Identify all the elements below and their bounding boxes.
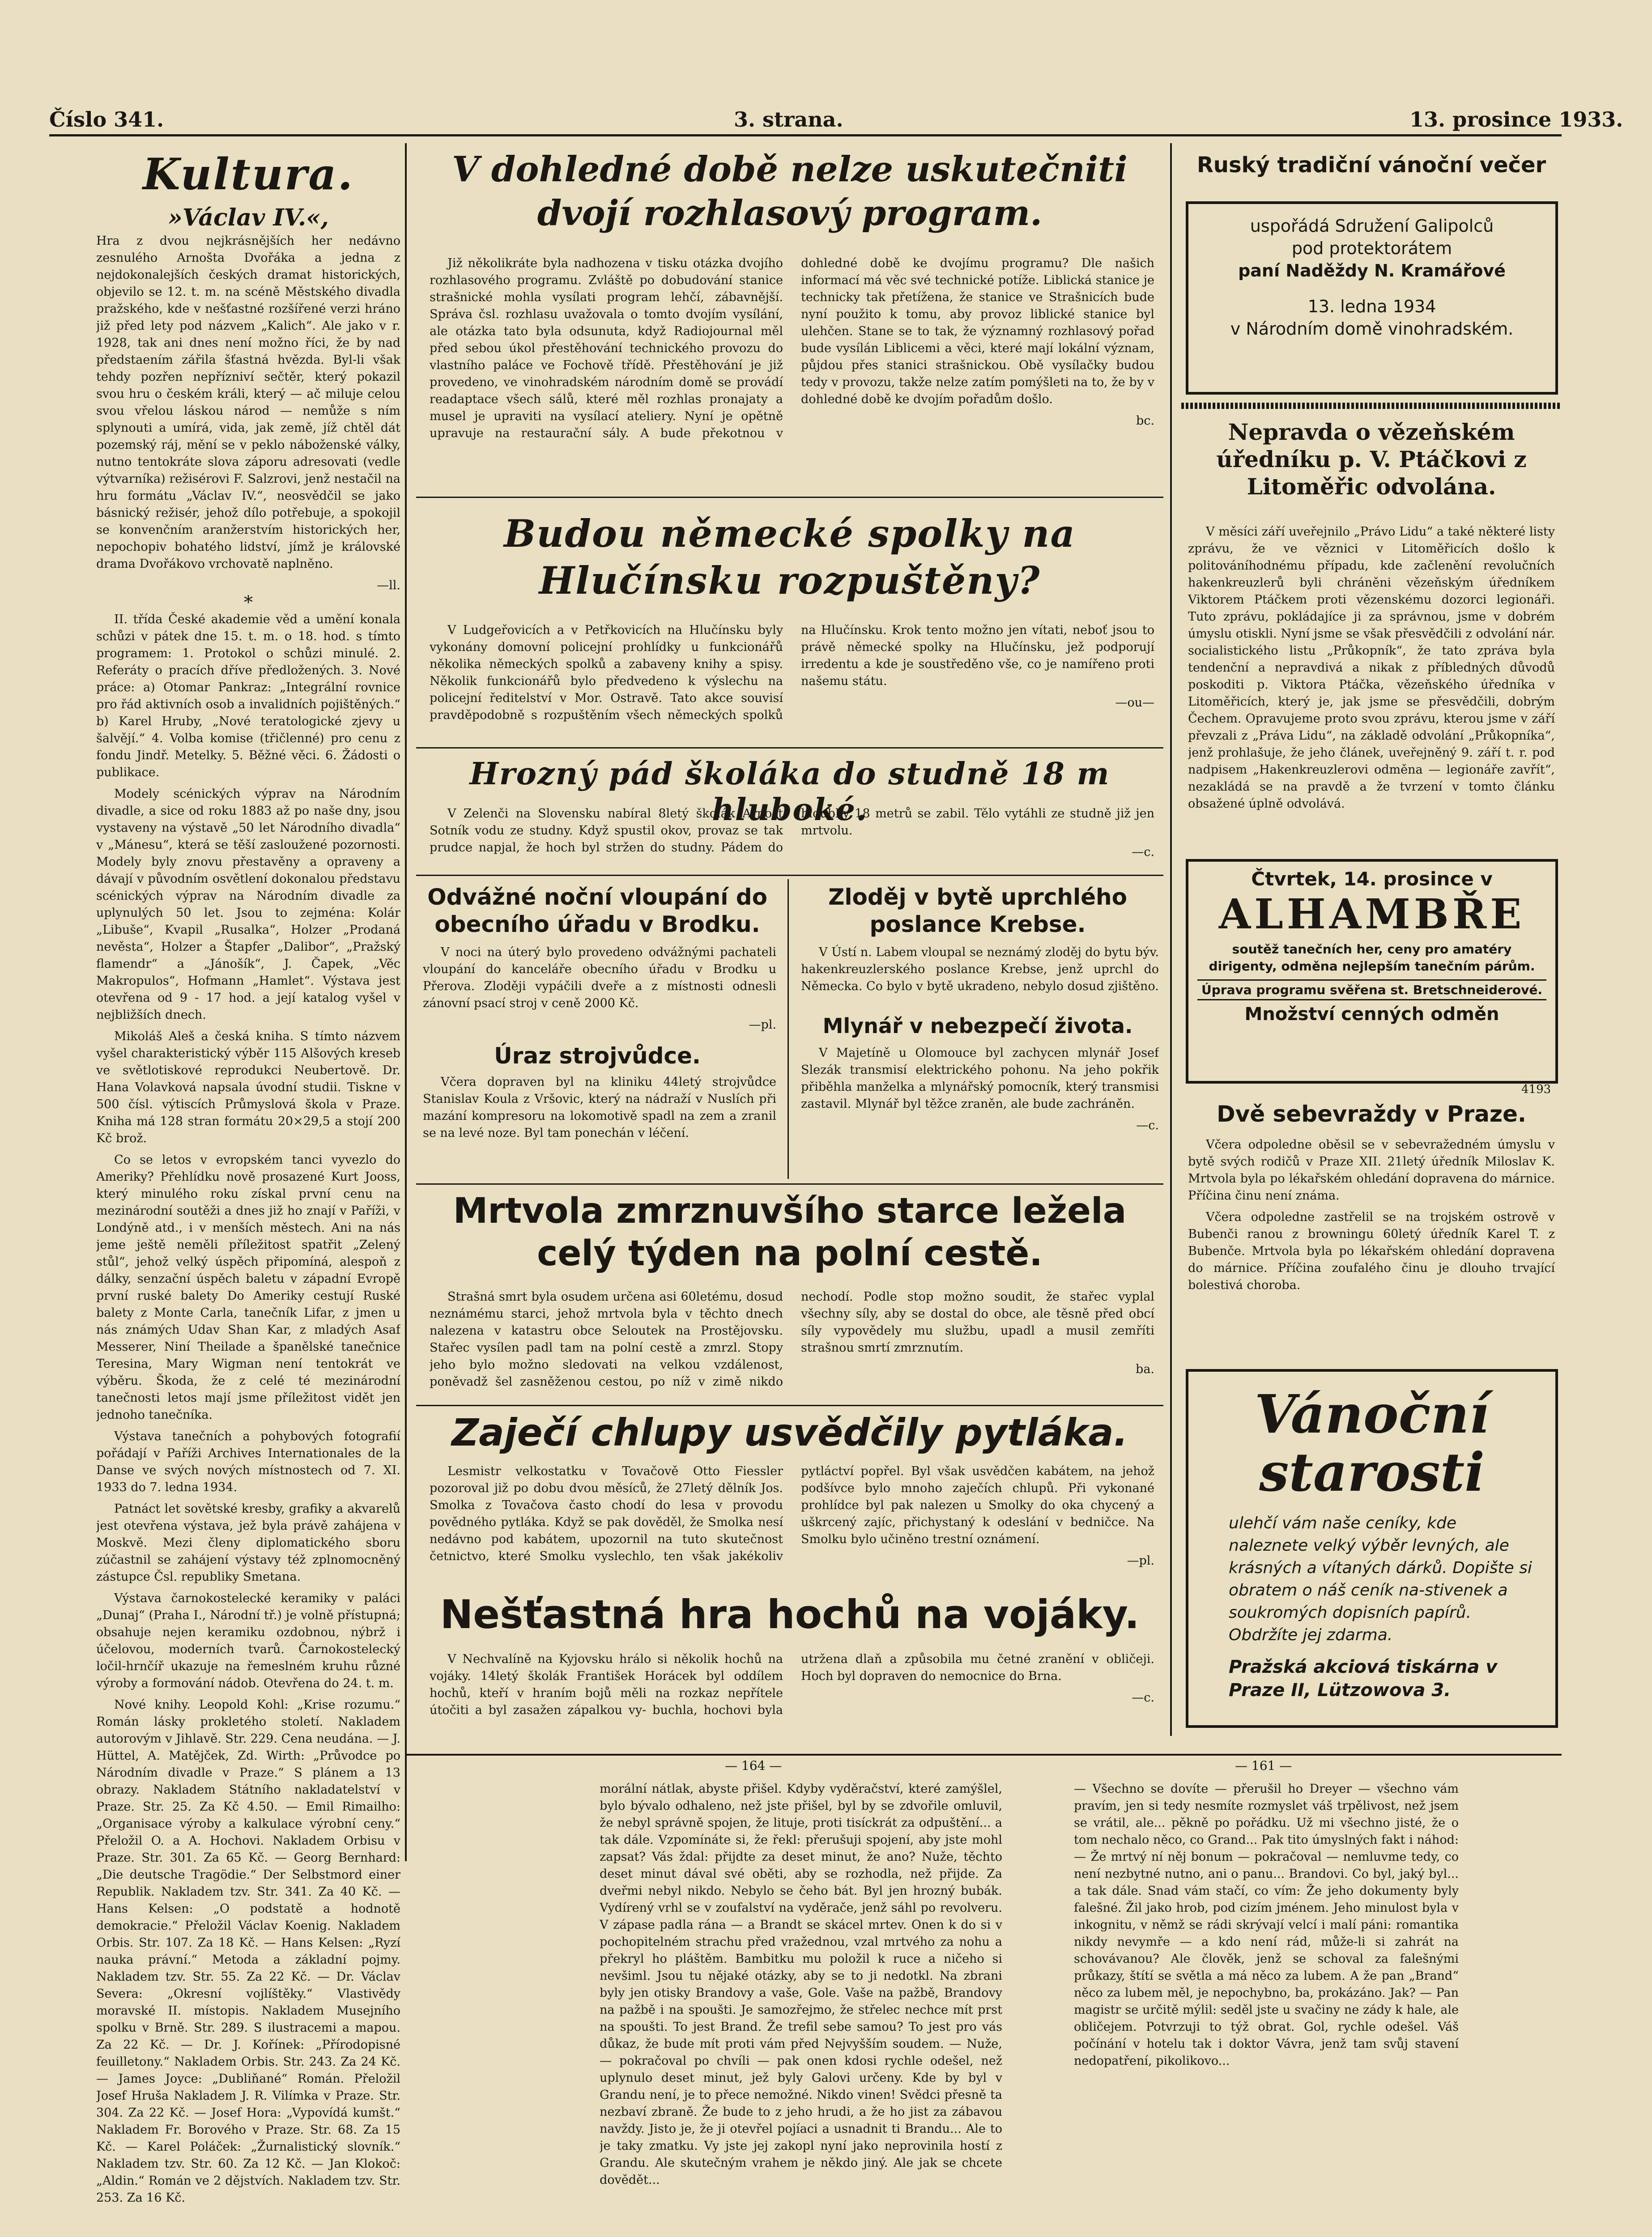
column-divider: [788, 879, 789, 1179]
sebevrazdy-body: Včera odpoledne zastřelil se na trojském ostrově v Bubenči ranou z browningu 60letý úředník Karel T. z Bubenče. Mrtvola byla po lékařském ohledání dopravena do márnice. Příčina zoufalého činu je dlouho trvající bolestivá choroba.: [1188, 1210, 1555, 1292]
vloupani-headline: Odvážné noční vloupání do obecního úřadu v Brodku.: [427, 884, 767, 937]
feuilleton-right-text: — Všechno se dovíte — přerušil ho Dreyer — všechno vám pravím, jen si tedy nesmíte rozmyslet váš trpělivost, než jsem se vrátil, ale... pěkně po pořádku. Už mi všechno jisté, že o tom nechalo něco, co Grand... Pak tito úmyslných fakt i náhod: — Že mrtvý ní něj bonum — pokračoval — nemluvme tedy, co není nezbytné nutno, ani o panu... Brandovi. Co byl, jaký byl... a tak dále. Snad vám stačí, co vím: Že jeho dokumenty byly falešné. Žil jako hrob, pod cizím jménem. Jeho minulost byla v inkognitu, v němž se rádi skrývají velcí i malí páni: romantika nikdy nevymře — a kdo není rád, může-li si zahrát na schovávanou? Ale člověk, jenž se schoval za falešnými průkazy, štítí se světla a má něco za lubem. A že pan „Brand“ něco za lubem měl, je nepochybno, ba, prokázáno. Jak? — Pan magistr se určitě mýlil: seděl jste u svačiny ne zády k hale, ale obličejem. Potvrzuji to týž obrat. Gol, rychle odešel. Váš počínání v hotelu tak i doktor Vávra, jenž tam svůj stavení nedopatření, pikolikovo...: [1074, 1782, 1459, 2068]
kultura-section: [96, 148, 400, 231]
rozhlas-headline: V dohledné době nelze uskutečniti dvojí rozhlasový program.: [452, 149, 1128, 234]
ad-rusky-patron: paní Naděždy N. Kramářové: [1238, 261, 1506, 281]
spolky-body: V Ludgeřovicích a v Petřkovicích na Hlučínsku byly vykonány domovní policejní prohlídky u funkcionářů několika německých spolků a zabaveny knihy a spisy. Několik funkcionářů bylo předvedeno k výslechu na policejní ředitelství v Mor. Ostravě. Tato akce souvisí pravděpodobně s rozpuštěním všech německých spolků na Hlučínsku. Krok tento možno jen vítati, neboť jsou to právě německé spolky na Hlučínsku, jež podporují irredentu a kde je soustředěno vše, co je namířeno proti našemu státu.: [430, 623, 1154, 722]
ad-vanocni-text: ulehčí vám naše ceníky, kde naleznete velký výběr levných, ale krásných a vítaných dárků. Dopište si obratem o náš ceník na-stivenek a soukromých dopisních papírů. Obdržíte jej zdarma.: [1229, 1514, 1532, 1644]
sebevrazdy-body: Včera odpoledne oběsil se v sebevražedném úmyslu v bytě svých rodičů v Praze XII. 21letý úředník Miloslav K. Mrtvola byla po lékařském ohledání dopravena do márnice. Příčina činu není známa.: [1188, 1138, 1555, 1203]
starec-headline: Mrtvola zmrznuvšího starce ležela celý týden na polní cestě.: [453, 1191, 1127, 1274]
krebs-article: [801, 944, 1159, 1011]
starec-signature: ba.: [1136, 1362, 1154, 1376]
ad-rusky-title: Ruský tradiční vánoční večer: [1196, 153, 1546, 178]
feuilleton-left-text: morální nátlak, abyste přišel. Kdyby vyděračství, které zamýšlel, bylo bývalo odhaleno, než jste přišel, byl by se zdvořile omluvil, že nebyl správně spojen, že lituje, proti tisíckrát za odpuštění... a tak dále. Vzpomínáte si, že řekl: přerušuji spojení, aby jste mohl zapsat? Vás ždal: přijdte za deset minut, že ano? Nuže, těchto deset minut dával své oběti, aby se rozhodla, než přijde. Za dveřmi nebyl nikdo. Nebylo se čeho bát. Byl jen hrozný bubák. Vydírený vrhl se v zoufalství na vyděrače, jenž sáhl po revolveru. V zápase padla rána — a Brandt se skácel mrtev. Onen k do si v pochopitelném strachu před vražednou, vzal mrtvého za nohu a překryl ho pláštěm. Bambitku mu položil k ruce a ničeho si nevšiml. Jsou tu nějaké otázky, aby se to ji nedotkl. Na zbrani byly jen otisky Brandovy a vaše, Gole. Vaše na pažbě, Brandovy na pažbě i na spoušti. Je samozřejmo, že střelec nechce mít prst na spoušti. To jest Brand. Že trefil sebe samou? To jest pro vás důkaz, že bude mít proti vám před Nejvyšším soudem. — Nuže, — pokračoval po chvíli — pak onen kdosi rychle odešel, než uplynulo deset minut, jež byly Galovi určeny. Kde by byl v Grandu není, je to přece nemožné. Nikdo vinen! Svědci přesně ta nezbaví zbraně. Že bude to z jeho hrudi, a že ho jist za zábavou navždy. Jisto je, že ji otevřel pojíaci a usnadnit ti Brandu... Ale to je taky zmatku. Vy jste jej zakopl nyní jako neprovinila hostí z Grandu. Ale skutečným vrahem je někdo jiný. Ale jak se chcete dovědět...: [600, 1782, 1002, 2187]
kultura-column: [96, 233, 400, 2237]
zajeci-headline: Zaječí chlupy usvědčily pytláka.: [451, 1411, 1128, 1454]
issue-date: 13. prosince 1933.: [1409, 107, 1623, 132]
issue-number: Číslo 341.: [49, 107, 164, 132]
skolak-body: V Zelenči na Slovensku nabíral 8letý školák Arnošt Sotník vodu ze studny. Když spustil okov, provaz se tak prudce napjal, že hoch byl stržen do studny. Pádem do hloubky 18 metrů se zabil. Tělo vytáhli ze studně již jen mrtvolu.: [430, 807, 1154, 855]
kultura-subheading: »Václav IV.«,: [168, 204, 329, 231]
spolky-article: [430, 622, 1154, 743]
kultura-heading: Kultura.: [143, 149, 354, 200]
rozhlas-signature: bc.: [1136, 414, 1154, 428]
starec-body: Strašná smrt byla osudem určena asi 60letému, dosud neznámému starci, jehož mrtvola byla v těchto dnech nalezena v katastru obce Seloutek na Prostějovsku. Stařec vysílen padl tam na polní cestě a zmrzl. Stopy jeho bylo možno sledovati na velkou vzdálenost, poněvadž šel zasněženou cestou, po níž v zimě nikdo nechodí. Podle stop možno soudit, že stařec vyplal všechny síly, aby se dostal do obce, ale těsně před obcí síly vypovědely mu službu, upadl a musil zemříti strašnou smrtí zmrznutím.: [430, 1290, 1154, 1389]
vloupani-body: V noci na úterý bylo provedeno odvážnými pachateli vloupání do kanceláře obecního úřadu v Brodku u Přerova. Zloději vypáčili dveře a z místnosti odnesli zánovní psací stroj v ceně 2000 Kč.: [423, 945, 776, 1010]
rozhlas-body: Již několikráte byla nadhozena v tisku otázka dvojího rozhlasového programu. Zvláště po dobudování stanice strašnické mohla vysílati program lehčí, zábavnější. Správa čsl. rozhlasu uvažovala o tomto dvojím vysílání, ale otázka tato byla odsunuta, když Radiojournal měl před sebou úkol přestěhování technického provozu do vlastního paláce ve Fochově třídě. Přestěhování je již provedeno, ve vinohradském národním domě se provádí readaptace všech sálů, které měl rozhlas pronajaty a musel je upraviti na vysílací ateliery. Nyní je opětně upravuje na restaurační sály. A bude překotnou v dohledné době ke dvojímu programu? Dle našich informací má věc své technické potíže. Liblická stanice je technicky tak přetížena, že stanice ve Strašnicích bude nyní použito k tomu, aby provoz liblické stanice byl ulehčen. Stane se to tak, že významný rozhlasový pořad bude vysílán Liblicemi a věci, které mají lokální význam, půjdou přes stanici strašnickou. Obě vysílačky budou tedy v provozu, takže nelze zatím pomýšleti na to, že by v dohledné době ke dvojím pořadům došlo.: [430, 256, 1154, 440]
skolak-headline: Hrozný pád školáka do studně 18 m hluboké.: [469, 756, 1110, 828]
kultura-note: Mikoláš Aleš a česká kniha. S tímto názvem vyšel charakteristický výběr 115 Alšových kreseb ve světlotiskové reprodukci Neubertově. Dr. Hana Volavková napsala úvodní studii. Tiskne v 500 čísl. výtiscích Průmyslová škola v Praze. Kniha má 128 stran formátu 20×29,5 a stojí 200 Kč brož.: [96, 1029, 400, 1145]
ad-alhambra-code: 4193: [1521, 1083, 1551, 1096]
vloupani-signature: —pl.: [749, 1018, 776, 1032]
ad-alhambra-name: ALHAMBŘE: [1218, 890, 1525, 938]
feuilleton-rule: [405, 1754, 1562, 1756]
feuilleton-left: [600, 1781, 1002, 2237]
hoch-article: [430, 1651, 1154, 1729]
hoch-headline: Nešťastná hra hochů na vojáky.: [440, 1591, 1140, 1637]
skolak-article: [430, 805, 1154, 872]
pravda-headline: Nepravda o vězeňském úředníku p. V. Ptáčkovi z Litoměřic odvolána.: [1216, 419, 1527, 500]
vloupani-article: [423, 944, 776, 1038]
kultura-note: Výstava čarnokostelecké keramiky v paláci „Dunaj“ (Praha I., Národní tř.) je volně přístupná; obsahuje nejen keramiku ozdobnou, nýbrž i účelovou, moderních tvarů. Čarnokostelecký ločil-hrnčíř ukazuje na řemeslném kruhu různé výroby a formování nádob. Otevřena do 24. t. m.: [96, 1591, 400, 1690]
zajeci-signature: —pl.: [1127, 1554, 1154, 1568]
kultura-note: Modely scénických výprav na Národním divadle, a sice od roku 1883 až po naše dny, jsou vystaveny na výstavě „50 let Národního divadla“ v „Mánesu“, která se těší zasloužené pozornosti. Modely byly znovu přestavěny a opraveny a dávají v původním osvětlení dokonalou představu scénických výprav na Národním divadle za uplynulých 50 let. Jsou to zejména: Kolár „Libuše“, Kvapil „Rusalka“, Holzer „Prodaná nevěsta“, Holzer a Štapfer „Dalibor“, „Pražský flamendr“ a „Jánošík“, J. Čapek, „Věc Makropulos“, Hofmann „Hamlet“. Výstava jest otevřena od 9 - 17 hod. a její katalog vyšel v nejbližších dnech.: [96, 787, 400, 1022]
sebevrazdy-headline: Dvě sebevraždy v Praze.: [1217, 1101, 1526, 1127]
mlynar-headline: Mlynář v nebezpečí života.: [822, 1014, 1133, 1038]
column-divider: [405, 143, 407, 1861]
kultura-note: Výstava tanečních a pohybových fotografií pořádají v Paříži Archives Internationales de la Danse ve svých nových místnostech od 7. XI. 1933 do 7. ledna 1934.: [96, 1429, 400, 1494]
ad-alhambra-date: Čtvrtek, 14. prosince v: [1251, 868, 1493, 890]
ad-rusky-place: v Národním domě vinohradském.: [1230, 319, 1514, 339]
spolky-headline: Budou německé spolky na Hlučínsku rozpuštěny?: [504, 511, 1076, 603]
strojvudce-body: Včera dopraven byl na kliniku 44letý strojvůdce Stanislav Koula z Vršovic, který na nádraží v Nuslích při mazání kompresoru na lokomotivě spadl na zem a zranil se na levé noze. Byl tam ponechán v léčení.: [423, 1075, 776, 1140]
spolky-signature: —ou—: [1115, 696, 1154, 710]
rozhlas-article: [430, 255, 1154, 488]
skolak-signature: —c.: [1132, 845, 1154, 859]
krebs-headline: Zloděj v bytě uprchlého poslance Krebse.: [828, 884, 1127, 937]
ad-vanocni-title: starosti: [1259, 1441, 1485, 1503]
article-divider: [416, 497, 1163, 498]
feuilleton-page-right: — 161 —: [1235, 1758, 1292, 1773]
sebevrazdy-article: [1188, 1136, 1555, 1351]
ad-rusky-line: uspořádá Sdružení Galipolců: [1250, 216, 1494, 236]
zajeci-body: Lesmistr velkostatku v Tovačově Otto Fiessler pozoroval již po dobu dvou měsíců, že 27letý dělník Jos. Smolka z Tovačova často chodí do lesa v provodu povědného pytláka. Když se pak dověděl, že Smolka nesí nedávno pod kabátem, upozornil na tuto skutečnost četnictvo, které Smolku vyslechlo, ten však jakékoliv pytláctví popřel. Byl však usvědčen kabátem, na jehož podšívce bylo mnoho zaječích chlupů. Při vykonané prohlídce byl pak nalezen u Smolky do oka chycený a uškrcený zajíc, přichystaný k odeslání v bedničce. Na Smolku bylo učiněno trestní oznámení.: [430, 1464, 1154, 1563]
ad-alhambra-box: [1186, 859, 1558, 1084]
strojvudce-article: [423, 1074, 776, 1181]
hoch-body: V Nechvalíně na Kyjovsku hrálo si několik hochů na vojáky. 14letý školák František Horácek byl oddílem hochů, kteří v hraním bojů měli na rozkaz nepřítele útočiti a byl zasažen zápalkou vy- buchla, hochovi byla utržena dlaň a způsobila mu četné zranění v obličeji. Hoch byl dopraven do nemocnice do Brna.: [430, 1652, 1154, 1717]
starec-article: [430, 1289, 1154, 1400]
header-rule: [49, 134, 1562, 136]
ad-vanocni-box: [1186, 1369, 1558, 1728]
ad-vanocni-title: Vánoční: [1254, 1383, 1490, 1445]
kultura-note: Patnáct let sovětské kresby, grafiky a akvarelů jest otevřena výstava, jež byla právě zahájena v Moskvě. Mezi členy diplomatického sboru zúčastnil se zahájení výstavy též zplnomocněný zástupce Čsl. republiky Smetana.: [96, 1502, 400, 1584]
ad-rusky-line: pod protektorátem: [1291, 238, 1452, 258]
article-divider: [416, 1405, 1163, 1406]
kultura-signature: —ll.: [377, 578, 400, 592]
feuilleton-right: [1074, 1781, 1459, 2237]
ornament-rule: [1181, 403, 1562, 409]
separator-asterisk: *: [244, 592, 253, 613]
ad-vanocni-firm: Pražská akciová tiskárna v Praze II, Lützowova 3.: [1229, 1657, 1498, 1701]
pravda-article: [1188, 523, 1555, 855]
ad-alhambra-prizes: Množství cenných odměn: [1244, 1004, 1499, 1025]
kultura-review: Hra z dvou nejkrásnějších her nedávno zesnulého Arnošta Dvořáka a jedna z nejdokonalejších českých dramat historických, objevilo se 12. t. m. na scéně Městského divadla pražského, kde v nešťastné rozšířené verzi hráno již před lety pod názvem „Kalich“. Ale jako v r. 1928, tak ani dnes není možno říci, že by nad předstaením zářila šťastná hvězda. Byl-li však tehdy pozřen nepřízniví sečtěr, který pokazil svou hru o českém králi, který — ač miluje celou svou vřelou láskou národ — nemůže s ním splynouti a umírá, vida, jak země, jíž chtěl dát pozemský ráj, mění se v peklo náboženské války, nutno tentokráte slova záporu adresovati (vedle výtvarníka) režisérovi F. Salzrovi, jenž nestačil na hru formátu „Václav IV.“, neosvědčil se jako básnický režisér, jehož dílo potřebuje, a spokojil se konvenčním aranžerstvím historických her, nepochopiv bohatého lidství, jímž je královské drama Dvořákovo vrchovatě naplněno.: [96, 234, 400, 571]
kultura-note: Nové knihy. Leopold Kohl: „Krise rozumu.“ Román lásky prokletého století. Nakladem autorovým v Jihlavě. Str. 229. Cena neudána. — J. Hüttel, A. Matějček, Zd. Wirth: „Průvodce po Národním divadle v Praze.“ S plánem a 13 obrazy. Nakladem Státního nakladatelství v Praze. Str. 25. Za Kč 4.50. — Emil Rimailho: „Organisace výroby a kalkulace výrobní ceny.“ Přeložil O. a A. Hochovi. Nakladem Orbisu v Praze. Str. 301. Za 65 Kč. — Georg Bernhard: „Die deutsche Tragödie.“ Der Selbstmord einer Republik. Nakladem tzv. Str. 341. Za 40 Kč. — Hans Kelsen: „O podstatě a hodnotě demokracie.“ Přeložil Václav Koenig. Nakladem Orbis. Str. 107. Za 18 Kč. — Hans Kelsen: „Ryzí nauka právní.“ Metoda a základní pojmy. Nakladem tzv. Str. 55. Za 22 Kč. — Dr. Václav Severa: „Okresní vojlíštěky.“ Vlastivědy moravské II. místopis. Nakladem Musejního spolku v Brně. Str. 289. S ilustracemi a mapou. Za 22 Kč. — Dr. J. Kořínek: „Přírodopisné feuilletony.“ Nakladem Orbis. Str. 243. Za 24 Kč. — James Joyce: „Dubliňané“ Román. Přeložil Josef Hruša Nakladem J. R. Vilímka v Praze. Str. 304. Za 22 Kč. — Josef Hora: „Vypovídá kumšt.“ Nakladem Fr. Borového v Praze. Str. 68. Za 15 Kč. — Karel Poláček: „Žurnalistický slovník.“ Nakladem tzv. Str. 60. Za 12 Kč. — Jan Klokoč: „Aldin.“ Román ve 2 dějstvích. Nakladem tzv. Str. 253. Za 16 Kč.: [96, 1698, 400, 2205]
ad-rusky-date: 13. ledna 1934: [1307, 297, 1436, 316]
article-divider: [416, 1183, 1163, 1185]
kultura-note: Co se letos v evropském tanci vyvezlo do Ameriky? Přehlídku nově prosazené Kurt Jooss, který minulého roku získal první cenu na mezinárodní soutěži a dnes již ho znají v Paříži, v Londýně atd., i v menších městech. Ani na nás jeme ještě neměli příležitost spatřit „Zelený stůl“, jehož velký úspěch připomíná, alespoň z dálky, senzační úspěch baletu v západní Evropě první ruské balety Do Ameriky cestují Ruské balety z Monte Carla, tanečník Lifar, z jmen u nás známých Udav Shan Kar, z mladých Asaf Messerer, Niní Theilade a španělské tanečnice Teresina, Mary Wigman není tentokrát ve výběru. Škoda, že z celé té mezinárodní tanečnosti letos mají jsme příležitost vidět jen jednoho tanečníka.: [96, 1153, 400, 1422]
ad-alhambra-text: soutěž tanečních her, ceny pro amatéry dirigenty, odměna nejlepším tanečním párům.: [1209, 942, 1535, 974]
ad-alhambra-program: Úprava programu svěřena st. Bretschneiderové.: [1197, 979, 1546, 1000]
column-divider: [1170, 143, 1172, 1736]
krebs-body: V Ústí n. Labem vloupal se neznámý zloděj do bytu býv. hakenkreuzlerského poslance Krebse, jenž uprchl do Německa. Co bylo v bytě ukradeno, nebylo dosud zjištěno.: [801, 945, 1159, 993]
pravda-body: V měsíci září uveřejnilo „Právo Lidu“ a také některé listy zprávu, že ve věznici v Litoměřicích došlo k politováníhodnému případu, kde začlenění revolučních hakenkreuzlerů byli chráněni vězeňským úředníkem Viktorem Ptáčkem proti vězenskému dozorci legionáři. Tuto zprávu, pokládajíce ji za správnou, jsme v dobrém úmyslu otiskli. Nyní jsme se však přesvědčili z odvolání nár. socialistického listu „Průkopník“, že tato zpráva byla tendenční a nepravdivá a nikak z příbledných důvodů poskoditi p. Viktora Ptáčka, vězeňského úředníka v Litoměřicích, který je, jak jsme se přesvědčili, dobrým Čechem. Opravujeme proto svou zprávu, kterou jsme v září převzali z „Práva Lidu“, na základě odvolání „Průkopníka“, jenž prohlašuje, že jeho článek, uveřejněný 9. září t. r. pod nadpisem „Hakenkreuzlerovi odměna — legionáře zavřít“, nezakládá se na pravdě a že tvrzení v tomto článku obsažené úplně odvolává.: [1188, 525, 1555, 811]
feuilleton-page-left: — 164 —: [725, 1758, 782, 1773]
article-divider: [416, 875, 1163, 876]
page-number: 3. strana.: [734, 107, 843, 132]
hoch-signature: —c.: [1132, 1691, 1154, 1705]
mlynar-body: V Majetíně u Olomouce byl zachycen mlynář Josef Slezák transmisí elektrického pohonu. Na jeho pokřik přiběhla manželka a mlynářský pomocník, který transmisi zastavil. Mlynář byl těžce zraněn, ale bude zachráněn.: [801, 1046, 1159, 1111]
mlynar-signature: —c.: [1136, 1118, 1159, 1132]
article-divider: [416, 747, 1163, 749]
ad-rusky-box: [1186, 201, 1558, 395]
zajeci-article: [430, 1463, 1154, 1579]
strojvudce-headline: Úraz strojvůdce.: [494, 1043, 701, 1069]
kultura-note: II. třída České akademie věd a umění konala schůzi v pátek dne 15. t. m. o 18. hod. s tímto programem: 1. Protokol o schůzi minulé. 2. Referáty o pracích dříve předložených. 3. Nové práce: a) Otomar Pankraz: „Integrální rovnice pro řád aktivních osob a invalidních pojištěných.“ b) Karel Hruby, „Nové teratologické zjevy u šalvějí.“ 4. Volba komise (třičlenné) pro cenu z fondu Jindř. Metelky. 5. Běžné věci. 6. Žádosti o publikace.: [96, 612, 400, 779]
mlynar-article: [801, 1045, 1159, 1179]
